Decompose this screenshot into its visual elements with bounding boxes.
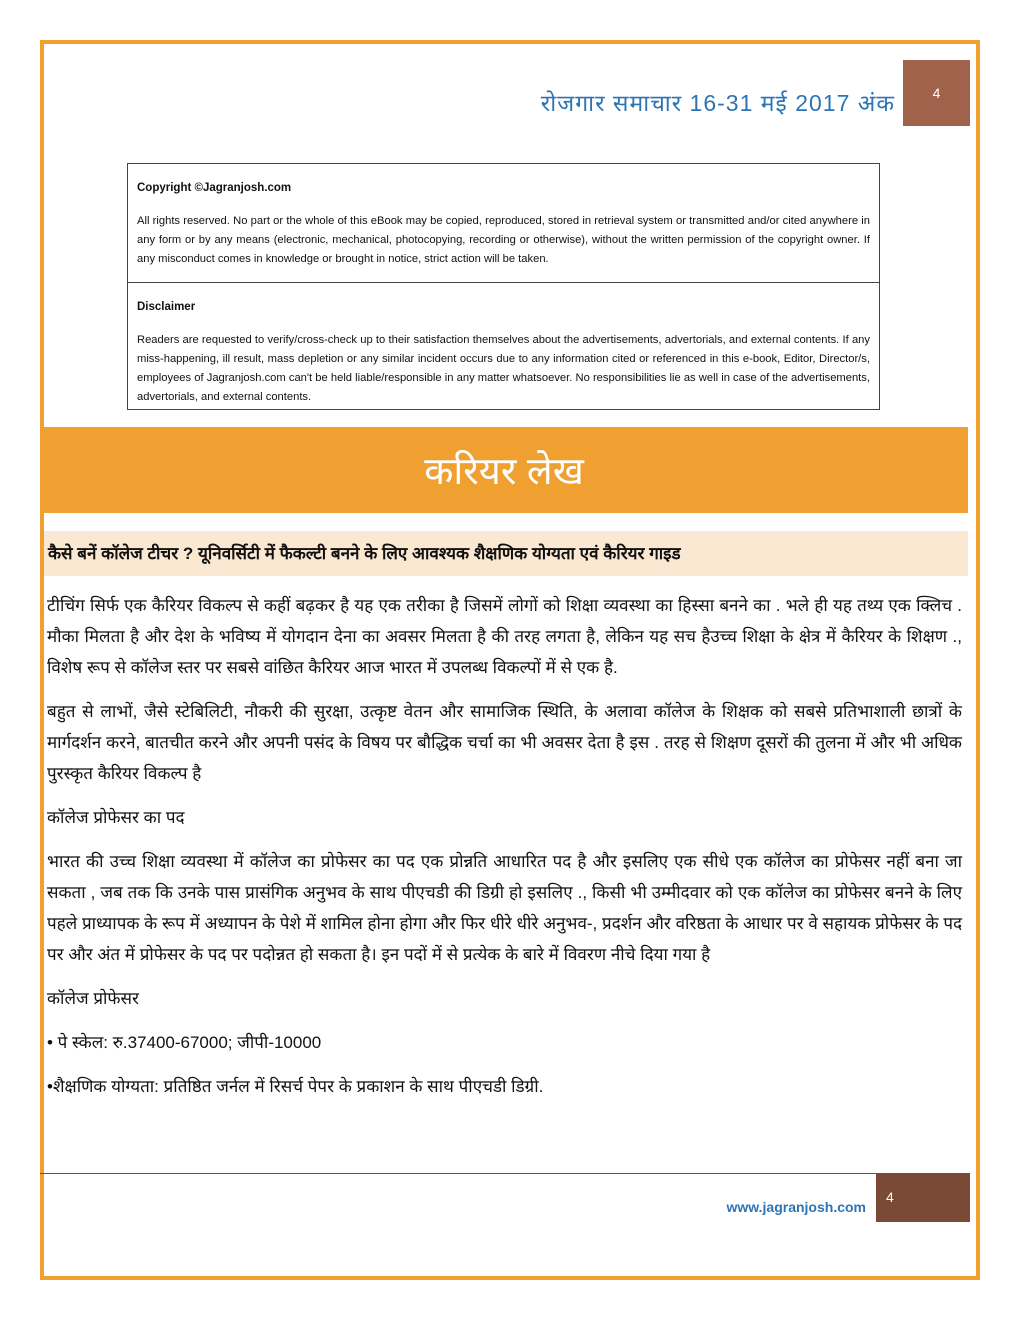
bullet-qualification: •शैक्षणिक योग्यता: प्रतिष्ठित जर्नल में रिसर्च पेपर के प्रकाशन के साथ पीएचडी डिग्री.: [47, 1077, 544, 1096]
paragraph: बहुत से लाभों, जैसे स्टेबिलिटी, नौकरी की सुरक्षा, उत्कृष्ट वेतन और सामाजिक स्थिति, के अलावा कॉलेज के शिक्षक को सबसे प्रतिभाशाली छात्रों के मार्गदर्शन करने, बातचीत करने और अपनी पसंद के विषय पर बौद्धिक चर्चा का भी अवसर देता है इस . तरह से शिक्षण दूसरों की तुलना में और भी अधिक पुरस्कृत कैरियर विकल्प है: [47, 702, 962, 783]
paragraph: भारत की उच्च शिक्षा व्यवस्था में कॉलेज का प्रोफेसर का पद एक प्रोन्नति आधारित पद है और इसलिए एक सीधे एक कॉलेज का प्रोफेसर नहीं बना जा सकता , जब तक कि उनके पास प्रासंगिक अनुभव के साथ पीएचडी की डिग्री हो इसलिए ., किसी भी उम्मीदवार को एक कॉलेज का प्रोफेसर बनने के लिए पहले प्राध्यापक के रूप में अध्यापन के पेशे में शामिल होना होगा और फिर धीरे धीरे अनुभव-, प्रदर्शन और वरिष्ठता के आधार पर वे सहायक प्रोफेसर के पद पर और अंत में प्रोफेसर के पद पर पदोन्नत हो सकता है। इन पदों में से प्रत्येक के बारे में विवरण नीचे दिया गया है: [47, 852, 962, 964]
article-body: [47, 590, 962, 1115]
footer-divider: [40, 1173, 876, 1174]
copyright-text: All rights reserved. No part or the whole of this eBook may be copied, reproduced, stored in retrieval system or transmitted and/or cited anywhere in any form or by any means (electronic, mechanical, photocopying, recording or otherwise), without the written permission of the copyright owner. If any misconduct comes in knowledge or brought in notice, strict action will be taken.: [137, 215, 870, 265]
header-title: रोजगार समाचार 16-31 मई 2017 अंक: [540, 90, 895, 116]
header-page-number: 4: [903, 60, 970, 126]
paragraph: टीचिंग सिर्फ एक कैरियर विकल्प से कहीं बढ़कर है यह एक तरीका है जिसमें लोगों को शिक्षा व्यवस्था का हिस्सा बनने का . भले ही यह तथ्य एक क्लिच . मौका मिलता है और देश के भविष्य में योगदान देना का अवसर मिलता है की तरह लगता है, लेकिन यह सच हैउच्च शिक्षा के क्षेत्र में कैरियर के शिक्षण ., विशेष रूप से कॉलेज स्तर पर सबसे वांछित कैरियर आज भारत में उपलब्ध विकल्पों में से एक है.: [47, 596, 962, 677]
disclaimer-section: [128, 283, 879, 407]
disclaimer-heading: Disclaimer: [137, 301, 196, 313]
copyright-section: [128, 164, 879, 283]
footer-page-number: 4: [876, 1173, 970, 1222]
section-heading: कॉलेज प्रोफेसर: [47, 989, 139, 1008]
bullet-pay-scale: • पे स्केल: रु.37400-67000; जीपी-10000: [47, 1033, 322, 1052]
disclaimer-text: Readers are requested to verify/cross-check up to their satisfaction themselves about the advertisements, advertorials, and external contents. If any miss-happening, ill result, mass depletion or any similar incident occurs due to any information cited or referenced in this e-book, Editor, Director/s, employees of Jagranjosh.com can't be held liable/responsible in any matter whatsoever. No responsibilities lie as well in case of the advertisements, advertorials, and external contents.: [137, 334, 870, 403]
copyright-heading: Copyright ©Jagranjosh.com: [137, 182, 292, 194]
section-banner: करियर लेख: [40, 427, 968, 513]
copyright-box: [127, 163, 880, 410]
article-subtitle: कैसे बनें कॉलेज टीचर ? यूनिवर्सिटी में फैकल्टी बनने के लिए आवश्यक शैक्षणिक योग्यता एवं कैरियर गाइड: [44, 531, 968, 576]
footer-website-link[interactable]: www.jagranjosh.com: [726, 1199, 866, 1215]
section-heading: कॉलेज प्रोफेसर का पद: [47, 808, 185, 827]
